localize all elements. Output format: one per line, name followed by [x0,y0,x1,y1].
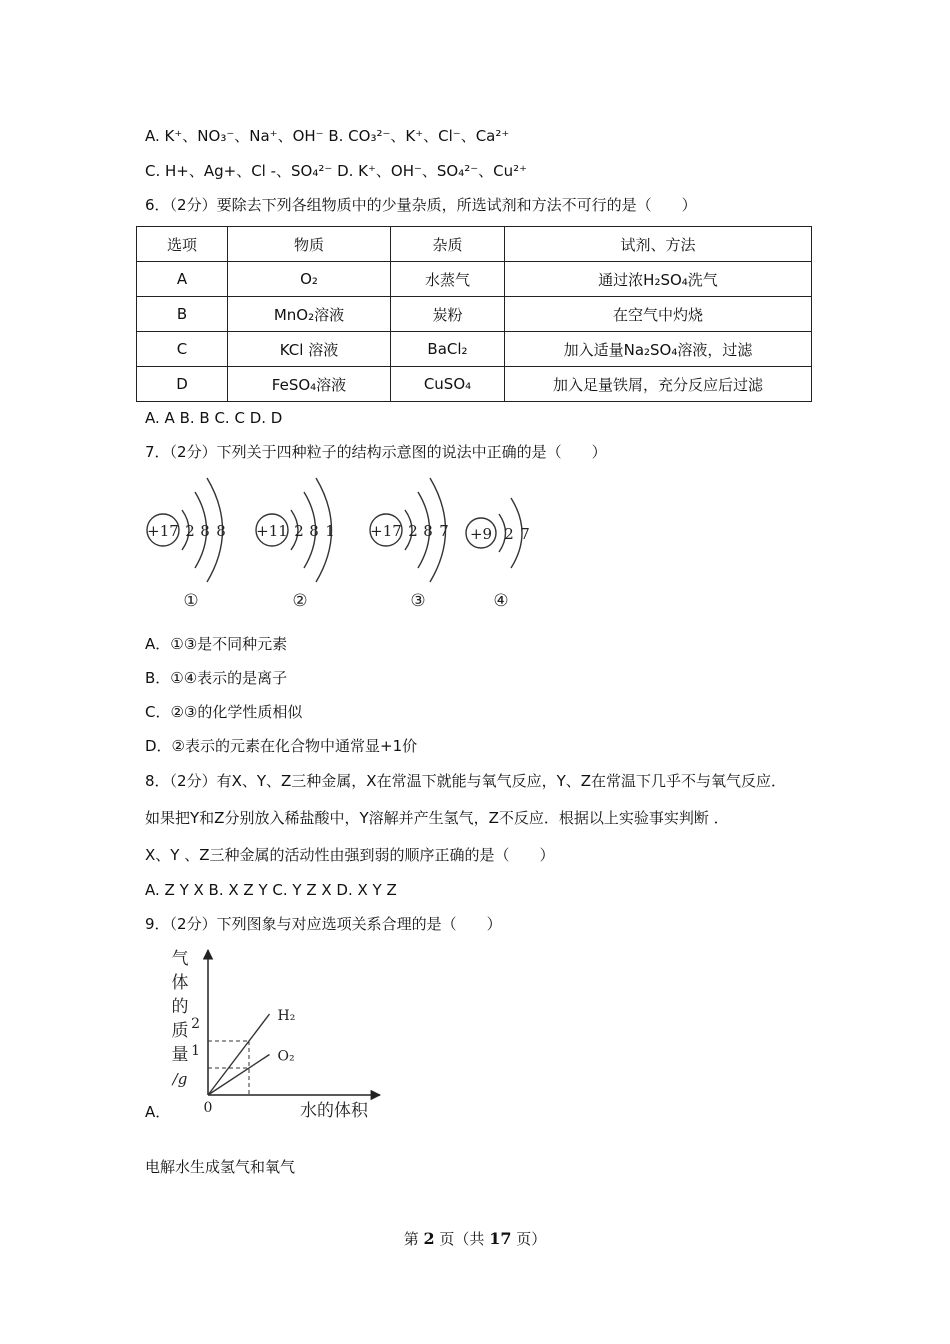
particle-label: ② [292,591,308,611]
shell-electrons: 2 [408,522,418,540]
footer-total-pages: 17 [489,1229,512,1248]
y-axis-label [171,949,189,1088]
q6-stem: 6．（2分）要除去下列各组物质中的少量杂质，所选试剂和方法不可行的是（ ） [145,196,697,214]
table-cell: 加入足量铁屑，充分反应后过滤 [505,367,812,402]
table-cell: MnO₂溶液 [228,297,391,332]
y-axis-label-char: /g [172,1070,188,1088]
x-axis-label: 水的体积 [300,1101,368,1121]
q5-options-cd: C. H+、Ag+、Cl -、SO₄²⁻ D. K⁺、OH⁻、SO₄²⁻、Cu²⁺ [145,162,528,180]
shell-electrons: 7 [439,522,449,540]
table-cell: O₂ [228,262,391,297]
series-line [208,1014,270,1095]
table-header: 杂质 [391,227,505,262]
table-row [137,262,812,297]
q9-stem: 9．（2分）下列图象与对应选项关系合理的是（ ） [145,915,502,933]
table-row [137,367,812,402]
q9-option-a-label: A． [145,1103,171,1121]
table-cell: 通过浓H₂SO₄洗气 [505,262,812,297]
shell-electrons: 8 [216,522,226,540]
table-cell: 在空气中灼烧 [505,297,812,332]
q7-option-c: C．②③的化学性质相似 [145,703,303,721]
table-cell: 水蒸气 [391,262,505,297]
footer-middle: 页（共 [439,1230,485,1248]
table-header: 物质 [228,227,391,262]
shell-electrons: 8 [309,522,319,540]
table-header: 试剂、方法 [505,227,812,262]
shell-electrons: 1 [325,522,335,540]
q9-option-a-caption: 电解水生成氢气和氧气 [145,1158,296,1176]
q7-stem: 7．（2分）下列关于四种粒子的结构示意图的说法中正确的是（ ） [145,443,607,461]
particle-label: ① [183,591,199,611]
table-header: 选项 [137,227,228,262]
q7-option-b: B．①④表示的是离子 [145,669,288,687]
table-cell: BaCl₂ [391,332,505,367]
q6-options: A. A B. B C. C D. D [145,409,283,427]
atomic-structure-diagrams [140,470,560,615]
shell-electrons: 2 [504,525,514,543]
nucleus-charge: +9 [469,525,493,543]
q8-stem-line2: 如果把Y和Z分别放入稀盐酸中，Y溶解并产生氢气，Z不反应．根据以上实验事实判断 ． [145,809,729,827]
nucleus-charge: +17 [370,522,402,540]
table-cell: KCl 溶液 [228,332,391,367]
q8-stem-line3: X、Y 、Z三种金属的活动性由强到弱的顺序正确的是（ ） [145,846,555,864]
y-tick-label: 1 [191,1043,200,1059]
footer-suffix: 页） [516,1230,547,1248]
table-cell: A [137,262,228,297]
origin-label: 0 [203,1100,213,1116]
q6-table [136,226,812,402]
nucleus-charge: +11 [256,522,288,540]
q8-stem-line1: 8．（2分）有X、Y、Z三种金属，X在常温下就能与氧气反应，Y、Z在常温下几乎不与氧气反应． [145,772,787,790]
table-row [137,297,812,332]
shell-electrons: 8 [423,522,433,540]
shell-electrons: 2 [294,522,304,540]
y-axis-label-char: 量 [171,1045,189,1065]
q5-options-ab: A. K⁺、NO₃⁻、Na⁺、OH⁻ B. CO₃²⁻、K⁺、Cl⁻、Ca²⁺ [145,127,510,145]
y-tick-label: 2 [191,1016,200,1032]
table-cell: C [137,332,228,367]
series-line [208,1055,270,1096]
table-cell: FeSO₄溶液 [228,367,391,402]
q7-option-a: A．①③是不同种元素 [145,635,288,653]
table-cell: 加入适量Na₂SO₄溶液，过滤 [505,332,812,367]
particle-label: ④ [493,591,509,611]
q7-option-d: D．②表示的元素在化合物中通常显+1价 [145,737,418,755]
table-row [137,332,812,367]
table-header-row [137,227,812,262]
table-cell: 炭粉 [391,297,505,332]
shell-electrons: 7 [520,525,530,543]
q8-options: A. Z Y X B. X Z Y C. Y Z X D. X Y Z [145,881,397,899]
table-cell: B [137,297,228,332]
y-axis-label-char: 体 [171,973,189,993]
y-axis-label-char: 的 [171,997,189,1017]
nucleus-charge: +17 [147,522,179,540]
y-axis-label-char: 质 [171,1021,189,1041]
shell-electrons: 2 [185,522,195,540]
particle-label: ③ [410,591,426,611]
footer-prefix: 第 [403,1230,419,1248]
series-label-h2: H₂ [277,1008,296,1024]
page-footer [0,1228,950,1249]
table-cell: CuSO₄ [391,367,505,402]
table-cell: D [137,367,228,402]
footer-page-number: 2 [423,1229,435,1248]
y-axis-label-char: 气 [171,949,189,969]
series-label-o2: O₂ [277,1048,295,1065]
shell-electrons: 8 [200,522,210,540]
electrolysis-chart [165,940,390,1125]
